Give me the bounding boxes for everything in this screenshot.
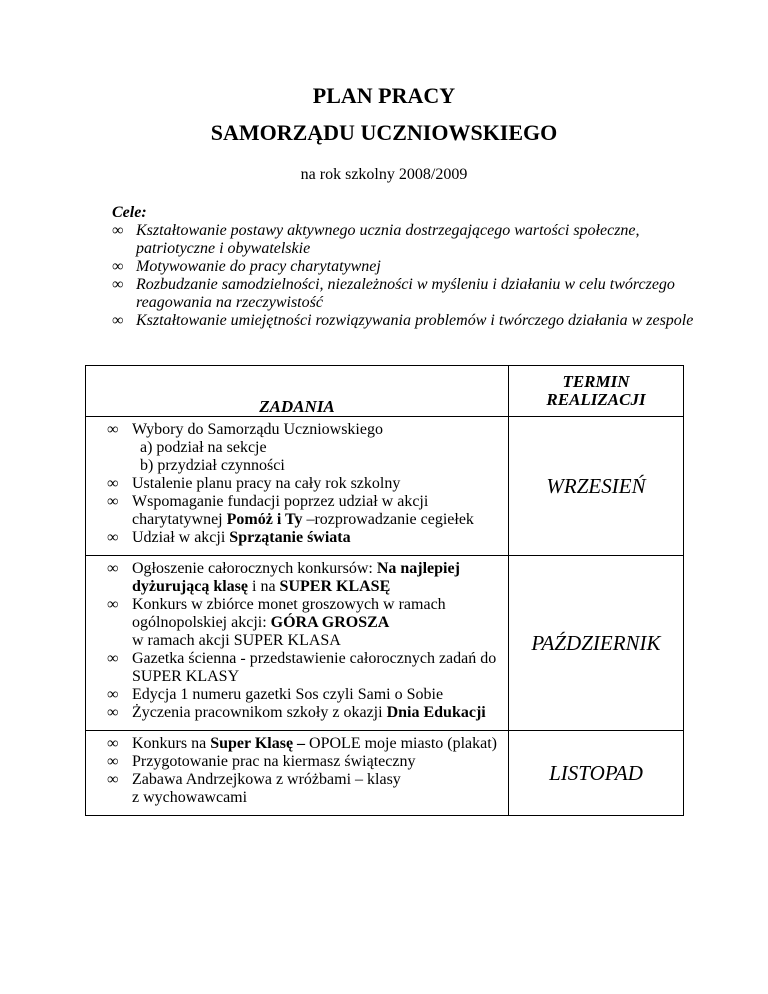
goals-label: Cele:: [112, 204, 147, 221]
infinity-bullet-icon: ∞: [107, 475, 119, 492]
goal-item: [112, 312, 712, 330]
goal-text: Kształtowanie umiejętności rozwiązywania problemów i twórczego działania w zespole: [136, 312, 694, 329]
infinity-bullet-icon: ∞: [112, 312, 124, 329]
task-text: i na: [248, 578, 280, 595]
title-line-2: SAMORZĄDU UCZNIOWSKIEGO: [210, 120, 558, 145]
task-item: [107, 753, 500, 771]
task-text: Zabawa Andrzejkowa z wróżbami – klasy: [132, 771, 401, 788]
infinity-bullet-icon: ∞: [107, 529, 119, 546]
header-term-line-2: REALIZACJI: [546, 390, 646, 409]
infinity-bullet-icon: ∞: [112, 276, 124, 293]
task-bold-text: SUPER KLASĘ: [279, 578, 391, 595]
term-cell: LISTOPAD: [509, 731, 684, 816]
tasks-cell: [86, 556, 509, 731]
task-text: Ogłoszenie całorocznych konkursów:: [132, 560, 377, 577]
term-cell: PAŹDZIERNIK: [509, 556, 684, 731]
infinity-bullet-icon: ∞: [107, 493, 119, 510]
task-text: OPOLE moje miasto (plakat): [305, 735, 498, 752]
task-bold-text: Pomóż i Ty: [226, 511, 303, 528]
infinity-bullet-icon: ∞: [107, 704, 119, 721]
table-row: [86, 556, 684, 731]
subtask-text: z wychowawcami: [132, 789, 248, 806]
task-text: Edycja 1 numeru gazetki Sos czyli Sami o Sobie: [132, 686, 444, 703]
task-item: [107, 650, 500, 686]
infinity-bullet-icon: ∞: [107, 421, 119, 438]
subtask-text: a) podział na sekcje: [140, 439, 267, 456]
task-bold-text: Sprzątanie świata: [229, 529, 351, 546]
task-item: [107, 529, 500, 547]
task-item: [107, 560, 500, 596]
task-list: [86, 731, 508, 815]
header-tasks: [86, 366, 509, 417]
goals-section: [112, 204, 712, 330]
subtask-text: b) przydział czynności: [140, 457, 285, 474]
title-line-1: PLAN PRACY: [312, 83, 456, 108]
goal-text: Motywowanie do pracy charytatywnej: [136, 258, 381, 275]
infinity-bullet-icon: ∞: [107, 650, 119, 667]
table-row: [86, 731, 684, 816]
task-text: Ustalenie planu pracy na cały rok szkolny: [132, 475, 401, 492]
infinity-bullet-icon: ∞: [112, 222, 124, 239]
task-text: Życzenia pracownikom szkoły z okazji: [132, 704, 387, 721]
task-bold-text: Na najlepiej dyżurującą klasę: [132, 560, 460, 595]
task-text: Udział w akcji: [132, 529, 230, 546]
table-header-row: [86, 366, 684, 417]
task-text: Gazetka ścienna - przedstawienie całorocznych zadań do SUPER KLASY: [132, 650, 497, 685]
header-tasks-label: ZADANIA: [259, 397, 335, 416]
term-cell: WRZESIEŃ: [509, 417, 684, 556]
task-bold-text: Super Klasę –: [210, 735, 306, 752]
task-bold-text: Dnia Edukacji: [386, 704, 486, 721]
task-text: Wybory do Samorządu Uczniowskiego: [132, 421, 383, 438]
task-item: [107, 704, 500, 722]
task-text: Przygotowanie prac na kiermasz świąteczny: [132, 753, 416, 770]
task-item: [107, 771, 500, 807]
task-list: [86, 417, 508, 555]
subtitle: na rok szkolny 2008/2009: [300, 166, 468, 183]
header-term-line-1: TERMIN: [562, 372, 630, 391]
task-text: –rozprowadzanie cegiełek: [302, 511, 474, 528]
task-list: [86, 556, 508, 730]
plan-table: [85, 365, 684, 816]
task-item: [107, 596, 500, 650]
infinity-bullet-icon: ∞: [107, 560, 119, 577]
infinity-bullet-icon: ∞: [107, 735, 119, 752]
table-row: [86, 417, 684, 556]
goal-item: [112, 276, 712, 312]
goal-text: Kształtowanie postawy aktywnego ucznia dostrzegającego wartości społeczne, patriotyczne i obywatelskie: [136, 222, 640, 257]
task-item: [107, 686, 500, 704]
goal-item: [112, 258, 712, 276]
infinity-bullet-icon: ∞: [107, 686, 119, 703]
infinity-bullet-icon: ∞: [112, 258, 124, 275]
task-item: [107, 493, 500, 529]
infinity-bullet-icon: ∞: [107, 753, 119, 770]
task-text: Wspomaganie fundacji poprzez udział w akcji charytatywnej: [132, 493, 429, 528]
task-item: [107, 421, 500, 475]
subtask-text: w ramach akcji SUPER KLASA: [132, 632, 341, 649]
goal-text: Rozbudzanie samodzielności, niezależności w myśleniu i działaniu w celu twórczego reagowania na rzeczywistość: [136, 276, 675, 311]
tasks-cell: [86, 417, 509, 556]
infinity-bullet-icon: ∞: [107, 596, 119, 613]
tasks-cell: [86, 731, 509, 816]
header-term: [509, 366, 684, 417]
task-bold-text: GÓRA GROSZA: [270, 614, 390, 631]
task-item: [107, 475, 500, 493]
task-text: Konkurs w zbiórce monet groszowych w ramach ogólnopolskiej akcji:: [132, 596, 446, 631]
task-item: [107, 735, 500, 753]
task-text: Konkurs na: [132, 735, 211, 752]
infinity-bullet-icon: ∞: [107, 771, 119, 788]
goal-item: [112, 222, 712, 258]
